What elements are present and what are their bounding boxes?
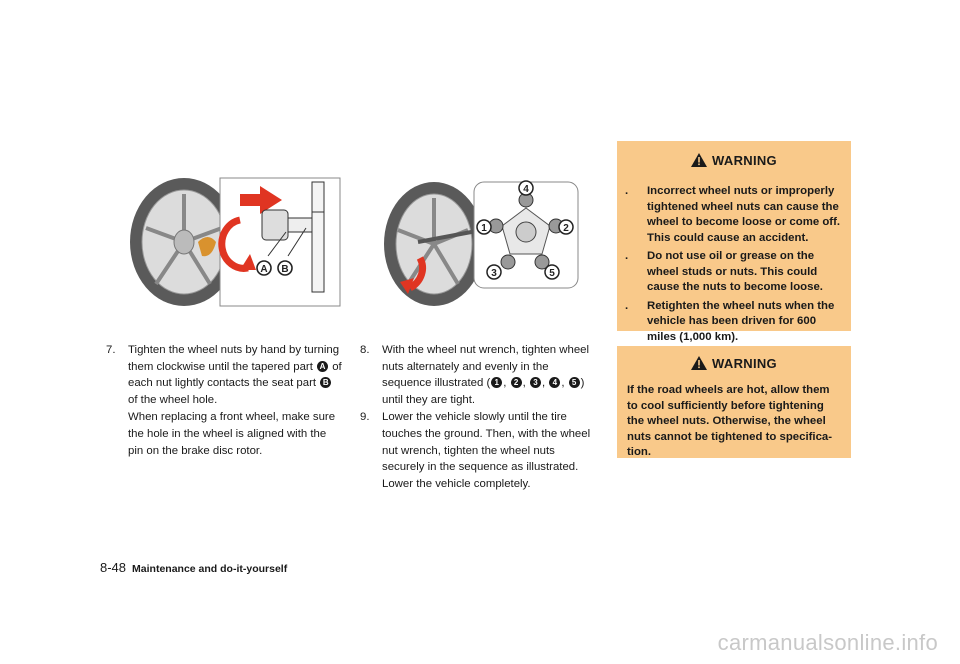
- warning-1-item: . Incorrect wheel nuts or improperly tightened wheel nuts can cause the wheel to become loose or come off. This could cause an accident.: [625, 185, 841, 244]
- seq-label-3: 3: [491, 268, 497, 279]
- seq-ref-3: 3: [530, 377, 541, 388]
- seq-label-5: 5: [549, 268, 555, 279]
- page-footer: [100, 560, 287, 575]
- warning-2-text: If the road wheels are hot, allow them to cool sufficiently before tightening the wheel nuts. Otherwise, the wheel nuts cannot be tightened to specifica-tion.: [627, 384, 833, 458]
- step-9-number: 9.: [360, 411, 370, 424]
- callout-b-label: B: [281, 264, 289, 275]
- warning-box-1: [617, 141, 851, 343]
- seq-label-1: 1: [481, 223, 487, 234]
- seq-ref-4: 4: [549, 377, 560, 388]
- seq-ref-2: 2: [511, 377, 522, 388]
- warning-1-list: [617, 184, 851, 345]
- step-7-number: 7.: [106, 344, 116, 356]
- step-8-number: 8.: [360, 344, 370, 356]
- figure-nut-sequence: [382, 172, 582, 308]
- warning-box-2: [617, 346, 851, 458]
- warning-1-title: WARNING: [712, 153, 777, 168]
- watermark: carmanualsonline.info: [717, 630, 938, 655]
- column-left: [106, 342, 344, 459]
- step-8-text: With the wheel nut wrench, tighten wheel nuts alternately and evenly in the sequence illustrated ( 1 , 2 , 3 , 4 , 5 ) until they are tight.: [382, 344, 590, 406]
- column-middle: [360, 342, 598, 492]
- seq-ref-1: 1: [491, 377, 502, 388]
- step-7-note: When replacing a front wheel, make sure the hole in the wheel is aligned with the pin on the brake disc rotor.: [128, 411, 336, 457]
- seq-label-2: 2: [563, 223, 569, 234]
- ref-a-badge: A: [317, 361, 328, 372]
- page-number: 8-48: [100, 560, 127, 575]
- step-7: [106, 342, 344, 459]
- step-9: [360, 409, 598, 492]
- callout-a-label: A: [260, 264, 268, 275]
- section-title: Maintenance and do-it-yourself: [132, 563, 288, 575]
- warning-triangle-icon: [691, 356, 707, 370]
- warning-2-title: WARNING: [712, 356, 777, 371]
- warning-1-item: . Retighten the wheel nuts when the vehicle has been driven for 600 miles (1,000 km).: [625, 299, 835, 343]
- figure-wheel-nut-tighten: [128, 172, 342, 308]
- warning-triangle-icon: [691, 153, 707, 167]
- ref-b-badge: B: [320, 377, 331, 388]
- warning-2-heading: [617, 356, 851, 371]
- step-7-text: Tighten the wheel nuts by hand by turning them clockwise until the tapered part A of each nut lightly contacts the seat part B of the wheel hole.: [128, 344, 342, 406]
- seq-ref-5: 5: [569, 377, 580, 388]
- warning-1-item: . Do not use oil or grease on the wheel studs or nuts. This could cause the nuts to become loose.: [625, 250, 823, 293]
- step-9-text: Lower the vehicle slowly until the tire touches the ground. Then, with the wheel nut wrench, tighten the wheel nuts securely in the sequence as illustrated. Lower the vehicle completely.: [382, 411, 591, 490]
- warning-1-heading: [617, 153, 851, 168]
- step-8: [360, 342, 598, 408]
- seq-label-4: 4: [523, 184, 529, 195]
